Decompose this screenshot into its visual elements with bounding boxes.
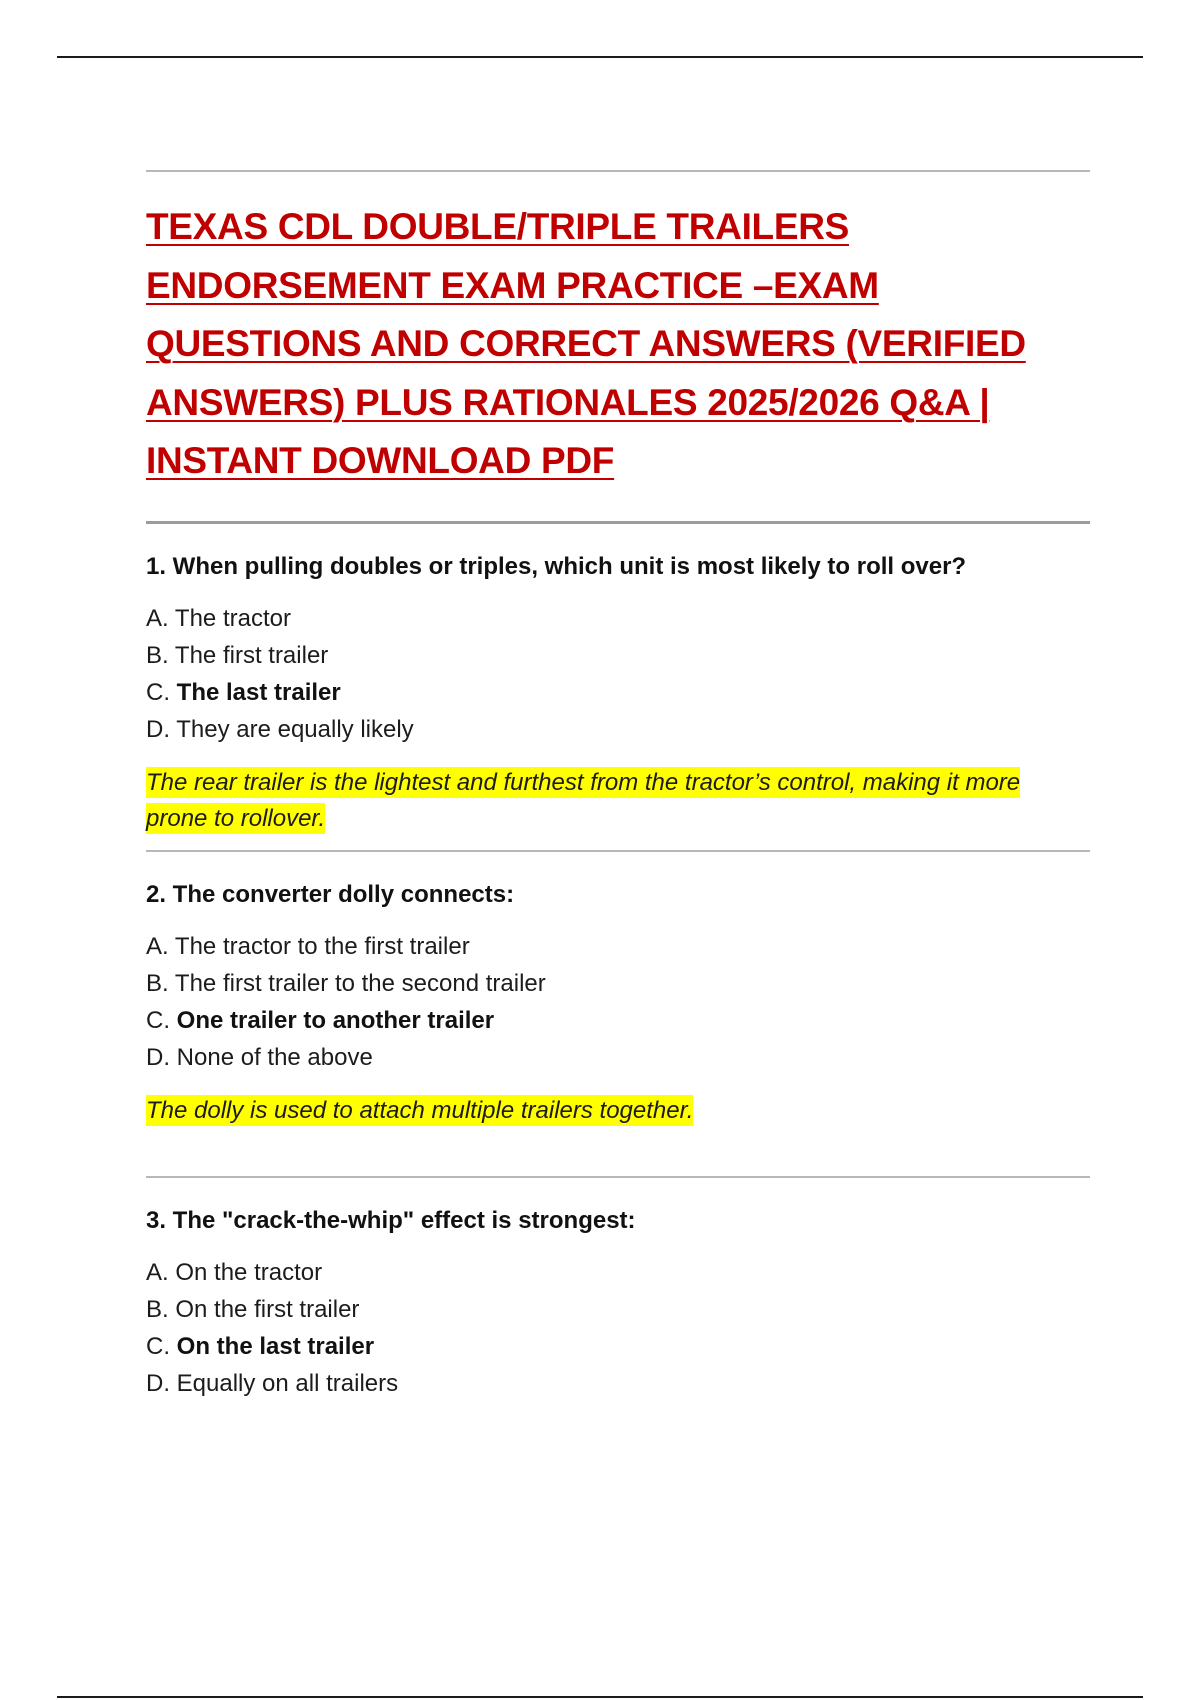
option-text: On the first trailer bbox=[175, 1295, 360, 1323]
option-letter: A. bbox=[146, 932, 169, 960]
option-c-correct bbox=[146, 1002, 1090, 1039]
option-letter: A. bbox=[146, 1258, 169, 1286]
option-d bbox=[146, 1365, 1090, 1402]
option-letter: A. bbox=[146, 604, 169, 632]
question-text: 1. When pulling doubles or triples, which unit is most likely to roll over? bbox=[146, 552, 967, 580]
option-letter: C. bbox=[146, 1006, 170, 1034]
option-text: On the tractor bbox=[175, 1258, 323, 1286]
option-text: The tractor to the first trailer bbox=[174, 932, 470, 960]
question-3 bbox=[146, 1178, 1090, 1402]
option-c-correct bbox=[146, 674, 1090, 711]
document-body bbox=[146, 170, 1090, 1402]
correct-answer-text: On the last trailer bbox=[176, 1332, 375, 1360]
option-d bbox=[146, 711, 1090, 748]
option-a bbox=[146, 600, 1090, 637]
option-b bbox=[146, 637, 1090, 674]
option-text: None of the above bbox=[176, 1043, 373, 1071]
correct-answer-text: One trailer to another trailer bbox=[176, 1006, 495, 1034]
answer-options bbox=[146, 600, 1090, 748]
answer-options bbox=[146, 928, 1090, 1076]
document-title bbox=[146, 198, 1090, 491]
option-letter: C. bbox=[146, 678, 170, 706]
rationale-text: The rear trailer is the lightest and furthest from the tractor’s control, making it more prone to rollover. bbox=[146, 768, 1021, 832]
option-a bbox=[146, 1254, 1090, 1291]
option-letter: D. bbox=[146, 1369, 170, 1397]
option-text: Equally on all trailers bbox=[176, 1369, 399, 1397]
correct-answer-text: The last trailer bbox=[176, 678, 341, 706]
option-letter: B. bbox=[146, 969, 169, 997]
option-letter: D. bbox=[146, 1043, 170, 1071]
option-a bbox=[146, 928, 1090, 965]
option-letter: B. bbox=[146, 1295, 169, 1323]
option-c-correct bbox=[146, 1328, 1090, 1365]
option-text: The tractor bbox=[174, 604, 291, 632]
option-text: They are equally likely bbox=[176, 715, 414, 743]
option-letter: B. bbox=[146, 641, 169, 669]
question-2 bbox=[146, 852, 1090, 1176]
option-b bbox=[146, 965, 1090, 1002]
option-letter: C. bbox=[146, 1332, 170, 1360]
title-top-separator bbox=[146, 170, 1090, 172]
rationale-text: The dolly is used to attach multiple trailers together. bbox=[146, 1096, 694, 1124]
question-text: 2. The converter dolly connects: bbox=[146, 880, 515, 908]
rationale bbox=[146, 765, 1056, 837]
option-d bbox=[146, 1039, 1090, 1076]
option-text: The first trailer bbox=[174, 641, 329, 669]
option-letter: D. bbox=[146, 715, 170, 743]
page-top-rule bbox=[57, 56, 1143, 58]
document-title-text: TEXAS CDL DOUBLE/TRIPLE TRAILERS ENDORSEMENT EXAM PRACTICE –EXAM QUESTIONS AND CORRECT ANSWERS (VERIFIED ANSWERS) PLUS RATIONALES 2025/2026 Q&A | INSTANT DOWNLOAD PDF bbox=[146, 206, 1026, 481]
option-text: The first trailer to the second trailer bbox=[174, 969, 546, 997]
option-b bbox=[146, 1291, 1090, 1328]
rationale bbox=[146, 1093, 1056, 1129]
question-text: 3. The "crack-the-whip" effect is strongest: bbox=[146, 1206, 636, 1234]
answer-options bbox=[146, 1254, 1090, 1402]
page-bottom-rule bbox=[57, 1696, 1143, 1698]
question-1 bbox=[146, 524, 1090, 850]
